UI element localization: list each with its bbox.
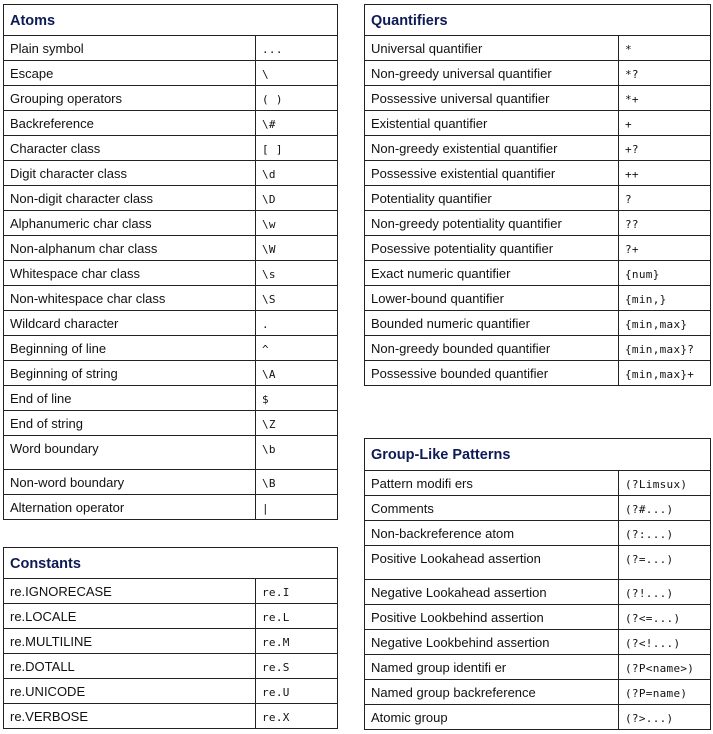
row-syntax: \# xyxy=(256,111,338,136)
atoms-title: Atoms xyxy=(4,5,338,36)
table-row xyxy=(365,580,711,605)
table-row xyxy=(365,211,711,236)
row-label: Universal quantifier xyxy=(365,36,619,61)
row-syntax: \d xyxy=(256,161,338,186)
quantifiers-title: Quantifiers xyxy=(365,5,711,36)
row-label: Beginning of string xyxy=(4,361,256,386)
table-row xyxy=(4,704,338,729)
row-label: Wildcard character xyxy=(4,311,256,336)
group-like-patterns-table xyxy=(364,438,711,730)
row-label: re.DOTALL xyxy=(4,654,256,679)
row-syntax: *+ xyxy=(619,86,711,111)
table-row xyxy=(365,521,711,546)
row-syntax: re.L xyxy=(256,604,338,629)
row-label: Non-greedy universal quantifier xyxy=(365,61,619,86)
row-syntax: | xyxy=(256,495,338,520)
table-row xyxy=(365,311,711,336)
table-row xyxy=(365,680,711,705)
row-syntax: \A xyxy=(256,361,338,386)
table-row xyxy=(365,705,711,730)
constants-title: Constants xyxy=(4,548,338,579)
row-syntax: ( ) xyxy=(256,86,338,111)
row-label: Comments xyxy=(365,496,619,521)
row-syntax: \s xyxy=(256,261,338,286)
group-like-patterns-title: Group-Like Patterns xyxy=(365,439,711,471)
row-label: Positive Lookbehind assertion xyxy=(365,605,619,630)
row-syntax: ?? xyxy=(619,211,711,236)
row-syntax: re.X xyxy=(256,704,338,729)
row-syntax: \S xyxy=(256,286,338,311)
table-row xyxy=(365,86,711,111)
table-row xyxy=(4,211,338,236)
table-row xyxy=(365,655,711,680)
constants-table xyxy=(3,547,338,729)
table-row xyxy=(365,186,711,211)
row-label: Alphanumeric char class xyxy=(4,211,256,236)
row-syntax: ?+ xyxy=(619,236,711,261)
row-label: Beginning of line xyxy=(4,336,256,361)
row-label: re.LOCALE xyxy=(4,604,256,629)
row-label: Non-word boundary xyxy=(4,470,256,495)
row-label: Alternation operator xyxy=(4,495,256,520)
row-label: Plain symbol xyxy=(4,36,256,61)
table-row xyxy=(365,336,711,361)
row-syntax: (?>...) xyxy=(619,705,711,730)
row-label: re.MULTILINE xyxy=(4,629,256,654)
row-syntax: +? xyxy=(619,136,711,161)
row-label: Possessive bounded quantifier xyxy=(365,361,619,386)
row-label: Potentiality quantifier xyxy=(365,186,619,211)
row-syntax: (?:...) xyxy=(619,521,711,546)
table-row xyxy=(4,261,338,286)
row-label: Posessive potentiality quantifier xyxy=(365,236,619,261)
row-syntax: (?<!...) xyxy=(619,630,711,655)
table-row xyxy=(4,579,338,604)
row-label: Grouping operators xyxy=(4,86,256,111)
row-label: Named group identifi er xyxy=(365,655,619,680)
quantifiers-table xyxy=(364,4,711,386)
row-syntax: . xyxy=(256,311,338,336)
row-syntax: \w xyxy=(256,211,338,236)
row-syntax: *? xyxy=(619,61,711,86)
table-row xyxy=(4,36,338,61)
row-label: re.VERBOSE xyxy=(4,704,256,729)
row-label: End of line xyxy=(4,386,256,411)
row-label: Non-backreference atom xyxy=(365,521,619,546)
table-row xyxy=(365,496,711,521)
table-row xyxy=(365,471,711,496)
row-label: Possessive universal quantifier xyxy=(365,86,619,111)
row-syntax: re.M xyxy=(256,629,338,654)
table-row xyxy=(4,495,338,520)
row-syntax: re.S xyxy=(256,654,338,679)
row-label: Digit character class xyxy=(4,161,256,186)
row-syntax: (?=...) xyxy=(619,546,711,580)
row-syntax: \D xyxy=(256,186,338,211)
row-syntax: * xyxy=(619,36,711,61)
row-syntax: (?P=name) xyxy=(619,680,711,705)
table-row xyxy=(4,136,338,161)
row-syntax: (?<=...) xyxy=(619,605,711,630)
row-syntax: \Z xyxy=(256,411,338,436)
row-syntax: ... xyxy=(256,36,338,61)
row-syntax: (?Limsux) xyxy=(619,471,711,496)
row-label: Whitespace char class xyxy=(4,261,256,286)
table-row xyxy=(4,86,338,111)
row-label: Lower-bound quantifier xyxy=(365,286,619,311)
row-syntax: \B xyxy=(256,470,338,495)
row-label: Word boundary xyxy=(4,436,256,470)
table-row xyxy=(365,111,711,136)
row-label: Bounded numeric quantifier xyxy=(365,311,619,336)
row-syntax: {num} xyxy=(619,261,711,286)
table-row xyxy=(4,386,338,411)
table-row xyxy=(4,654,338,679)
table-row xyxy=(4,111,338,136)
table-row xyxy=(4,286,338,311)
table-row xyxy=(4,186,338,211)
row-syntax: ^ xyxy=(256,336,338,361)
row-label: Non-alphanum char class xyxy=(4,236,256,261)
table-row xyxy=(4,61,338,86)
row-label: Pattern modifi ers xyxy=(365,471,619,496)
table-row xyxy=(365,605,711,630)
row-syntax: {min,max}+ xyxy=(619,361,711,386)
table-row xyxy=(365,161,711,186)
row-label: Non-whitespace char class xyxy=(4,286,256,311)
row-syntax: \ xyxy=(256,61,338,86)
row-label: Non-digit character class xyxy=(4,186,256,211)
row-label: End of string xyxy=(4,411,256,436)
row-syntax: \b xyxy=(256,436,338,470)
row-label: Exact numeric quantifier xyxy=(365,261,619,286)
row-label: Escape xyxy=(4,61,256,86)
row-label: re.IGNORECASE xyxy=(4,579,256,604)
row-label: Possessive existential quantifier xyxy=(365,161,619,186)
row-label: Character class xyxy=(4,136,256,161)
row-label: Negative Lookahead assertion xyxy=(365,580,619,605)
row-syntax: ++ xyxy=(619,161,711,186)
row-label: Named group backreference xyxy=(365,680,619,705)
table-row xyxy=(4,436,338,470)
table-row xyxy=(4,161,338,186)
table-row xyxy=(4,336,338,361)
row-syntax: ? xyxy=(619,186,711,211)
table-row xyxy=(4,470,338,495)
table-row xyxy=(365,61,711,86)
table-row xyxy=(365,286,711,311)
table-row xyxy=(365,546,711,580)
row-label: Negative Lookbehind assertion xyxy=(365,630,619,655)
row-syntax: re.I xyxy=(256,579,338,604)
row-syntax: re.U xyxy=(256,679,338,704)
row-syntax: (?P<name>) xyxy=(619,655,711,680)
table-row xyxy=(365,236,711,261)
table-row xyxy=(365,36,711,61)
row-syntax: {min,max}? xyxy=(619,336,711,361)
table-row xyxy=(4,311,338,336)
table-row xyxy=(4,629,338,654)
row-label: Non-greedy potentiality quantifier xyxy=(365,211,619,236)
row-syntax: \W xyxy=(256,236,338,261)
row-syntax: $ xyxy=(256,386,338,411)
row-syntax: (?!...) xyxy=(619,580,711,605)
atoms-table xyxy=(3,4,338,520)
table-row xyxy=(4,411,338,436)
row-label: Positive Lookahead assertion xyxy=(365,546,619,580)
table-row xyxy=(4,679,338,704)
row-label: Non-greedy bounded quantifier xyxy=(365,336,619,361)
row-syntax: (?#...) xyxy=(619,496,711,521)
row-syntax: {min,max} xyxy=(619,311,711,336)
row-label: Non-greedy existential quantifier xyxy=(365,136,619,161)
table-row xyxy=(4,604,338,629)
table-row xyxy=(4,361,338,386)
table-row xyxy=(365,261,711,286)
row-syntax: + xyxy=(619,111,711,136)
table-row xyxy=(365,361,711,386)
row-syntax: {min,} xyxy=(619,286,711,311)
row-label: re.UNICODE xyxy=(4,679,256,704)
table-row xyxy=(365,136,711,161)
row-label: Backreference xyxy=(4,111,256,136)
table-row xyxy=(4,236,338,261)
row-syntax: [ ] xyxy=(256,136,338,161)
row-label: Atomic group xyxy=(365,705,619,730)
table-row xyxy=(365,630,711,655)
row-label: Existential quantifier xyxy=(365,111,619,136)
